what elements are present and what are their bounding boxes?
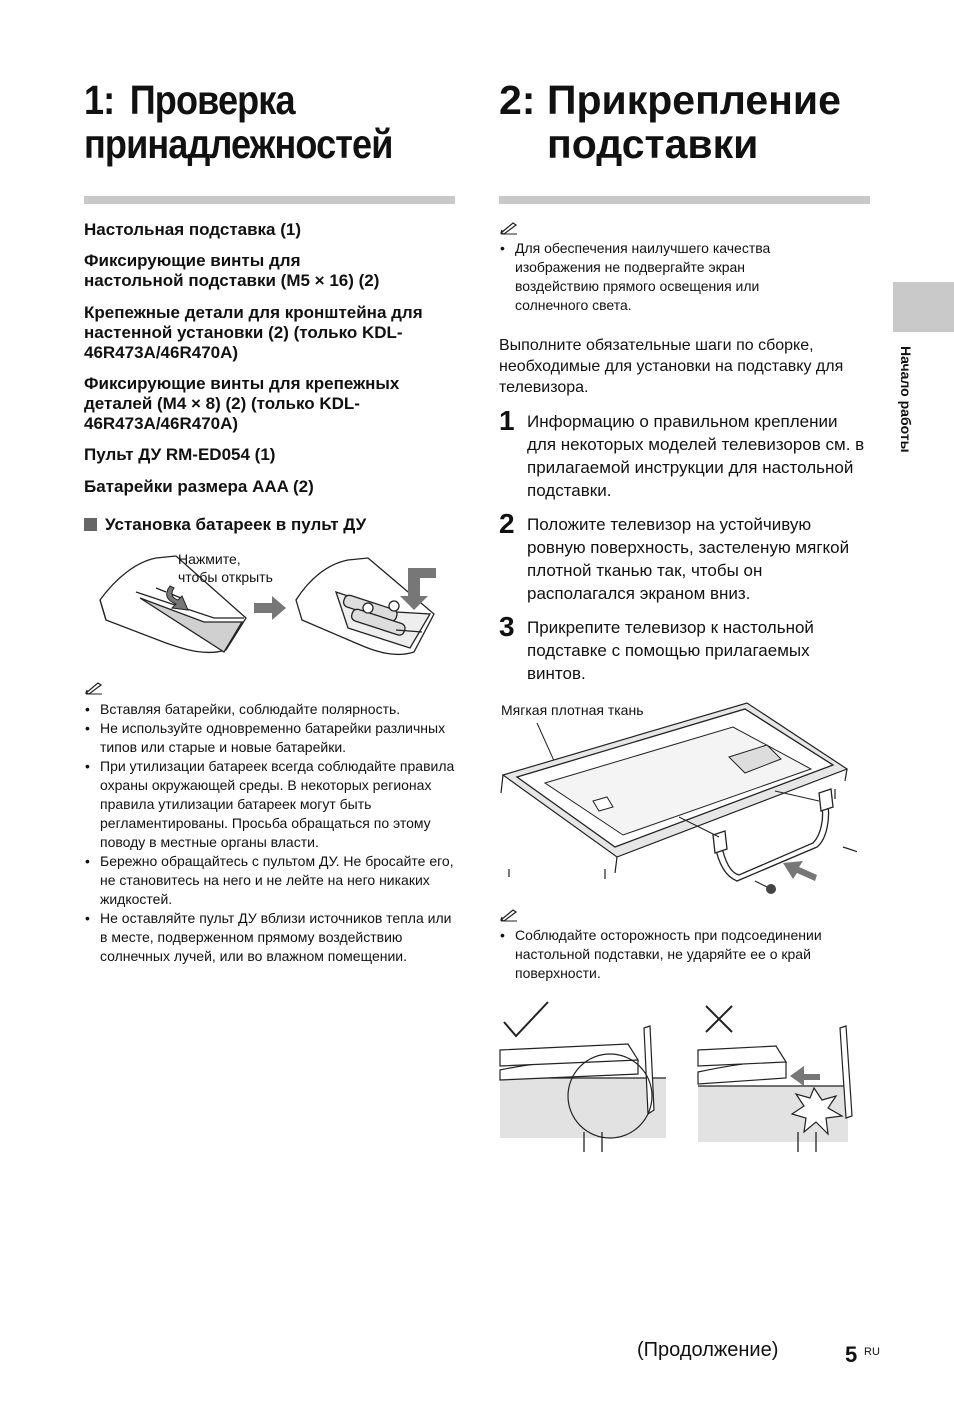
note-pencil-icon xyxy=(84,681,104,700)
attach-arrow-icon xyxy=(783,861,817,881)
list-item: • Соблюдайте осторожность при подсоединении настольной подставки, не ударяйте ее о край поверхности. xyxy=(499,926,871,983)
list-item: • Не оставляйте пульт ДУ вблизи источников тепла или в месте, подверженном прямому воздействию солнечных лучей, или во влажном помещении. xyxy=(84,909,456,966)
left-heading-rule xyxy=(84,196,455,204)
cloth-label: Мягкая плотная ткань xyxy=(501,702,644,718)
page-number: 5 xyxy=(845,1342,858,1367)
right-heading: 2: Прикрепление подставки xyxy=(499,77,841,167)
push-arrow-icon xyxy=(790,1066,820,1086)
press-label: Нажмите, xyxy=(178,551,241,567)
accessory-item: Настольная подставка (1) xyxy=(84,220,302,239)
step-3: 3 Прикрепите телевизор к настольной подставке с помощью прилагаемых винтов. xyxy=(499,611,814,683)
accessory-item: Пульт ДУ RM-ED054 (1) xyxy=(84,445,276,464)
continued-label: (Продолжение) xyxy=(637,1339,779,1361)
section-tab-label: Начало работы xyxy=(898,346,914,453)
wrong-example-illustration xyxy=(696,1000,866,1152)
accessory-item: Батарейки размера AAA (2) xyxy=(84,477,314,496)
list-item: • При утилизации батареек всегда соблюдайте правила охраны окружающей среды. В некоторых регионах правила утилизации батареек могут быть регламентированы. Просьба обращаться по этому поводу в местные органы власти. xyxy=(84,757,456,852)
press-label: чтобы открыть xyxy=(178,569,273,585)
cross-icon xyxy=(706,1006,732,1032)
page-language: RU xyxy=(864,1346,880,1358)
intro-text: Выполните обязательные шаги по сборке, необходимые для установки на подставку для телевизора. xyxy=(499,337,844,396)
step-1: 1 Информацию о правильном креплении для некоторых моделей телевизоров см. в прилагаемой инструкции для настольной подставки. xyxy=(499,405,865,500)
next-step-arrow-icon xyxy=(254,596,286,620)
battery-illustration xyxy=(96,548,446,666)
lighting-note xyxy=(499,239,819,315)
battery-notes xyxy=(84,700,456,966)
step-2: 2 Положите телевизор на устойчивую ровную поверхность, застеленую мягкой плотной тканью так, чтобы он располагался экраном вниз. xyxy=(499,508,850,603)
stand-note xyxy=(499,926,871,983)
accessory-item: Крепежные детали для кронштейна для настенной установки (2) (только KDL-46R473A/46R470A) xyxy=(84,303,423,362)
list-item: • Вставляя батарейки, соблюдайте полярность. xyxy=(84,700,456,719)
list-item: • Бережно обращайтесь с пультом ДУ. Не бросайте его, не становитесь на него и не лейте на него никаких жидкостей. xyxy=(84,852,456,909)
note-pencil-icon xyxy=(499,221,519,240)
right-heading-rule xyxy=(499,196,870,204)
checkmark-icon xyxy=(504,1002,548,1036)
left-heading: 1: Проверка принадлежностей xyxy=(84,77,393,167)
list-item: • Не используйте одновременно батарейки различных типов или старые и новые батарейки. xyxy=(84,719,456,757)
accessory-item: Фиксирующие винты для настольной подставки (М5 × 16) (2) xyxy=(84,251,380,290)
tv-stand-illustration xyxy=(497,697,857,902)
square-bullet-icon xyxy=(84,518,97,531)
note-pencil-icon xyxy=(499,908,519,927)
accessory-item: Фиксирующие винты для крепежных деталей (М4 × 8) (2) (только KDL-46R473A/46R470A) xyxy=(84,374,400,433)
list-item: • Для обеспечения наилучшего качества изображения не подвергайте экран воздействию прямого освещения или солнечного света. xyxy=(499,239,819,315)
battery-subheading: Установка батареек в пульт ДУ xyxy=(84,515,456,535)
correct-example-illustration xyxy=(498,1000,668,1152)
section-tab xyxy=(893,282,954,332)
